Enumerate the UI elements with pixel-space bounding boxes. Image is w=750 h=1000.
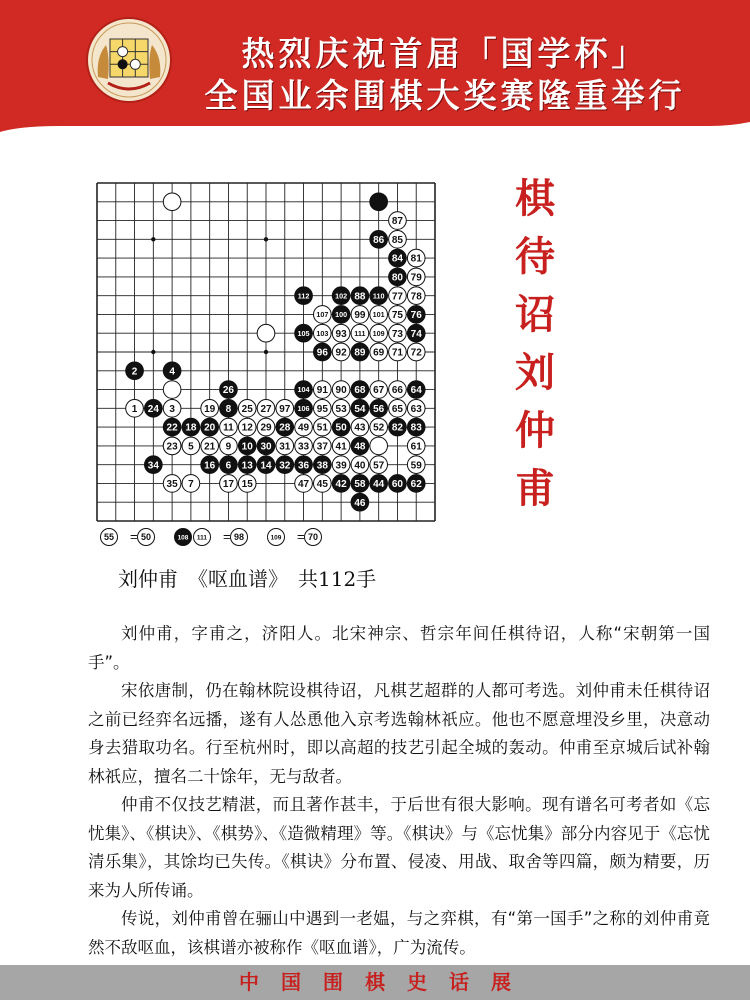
black-stone	[201, 456, 219, 474]
move-number: 64	[410, 385, 422, 397]
black-stone	[332, 418, 350, 436]
move-number: 14	[260, 460, 272, 472]
move-number: 69	[373, 347, 385, 359]
move-number: 3	[169, 403, 175, 415]
move-number: 24	[147, 403, 159, 415]
move-number: 80	[391, 272, 404, 284]
black-stone	[407, 475, 425, 493]
black-stone	[182, 418, 200, 436]
white-stone	[238, 400, 256, 418]
game-caption	[118, 563, 386, 592]
white-stone	[370, 418, 388, 436]
move-number: 61	[410, 441, 422, 453]
white-stone	[138, 529, 155, 546]
white-stone	[238, 475, 256, 493]
move-number: 54	[354, 403, 366, 415]
white-stone	[407, 268, 425, 286]
move-number: 21	[204, 441, 216, 453]
move-number: 40	[354, 460, 366, 472]
white-stone	[351, 306, 369, 324]
black-stone	[220, 456, 238, 474]
move-number: 112	[297, 291, 310, 301]
black-stone	[332, 475, 350, 493]
move-number: 111	[196, 534, 208, 542]
white-stone	[332, 324, 350, 342]
move-number: 79	[410, 272, 422, 284]
equals-sign: =	[223, 529, 231, 544]
white-stone	[314, 306, 332, 324]
move-number: 102	[335, 291, 348, 301]
paragraph: 刘仲甫，字甫之，济阳人。北宋神宗、哲宗年间任棋待诏，人称“宋朝第一国手”。	[88, 624, 710, 672]
black-stone	[145, 456, 163, 474]
move-number: 41	[335, 441, 347, 453]
move-number: 86	[373, 234, 385, 246]
black-stone	[314, 343, 332, 361]
move-number: 99	[354, 310, 366, 322]
move-number: 71	[391, 347, 404, 359]
black-stone	[351, 493, 369, 511]
move-number: 48	[354, 441, 366, 453]
vertical-title-char: 诏	[515, 291, 555, 338]
move-number: 62	[410, 479, 422, 491]
white-stone	[389, 400, 407, 418]
white-stone	[314, 324, 332, 342]
move-number: 19	[204, 403, 216, 415]
white-stone	[351, 418, 369, 436]
move-number: 104	[297, 385, 310, 395]
white-stone	[389, 287, 407, 305]
black-stone	[370, 193, 388, 211]
move-equivalence-note	[100, 526, 400, 548]
move-number: 5	[188, 441, 194, 453]
move-number: 81	[410, 253, 422, 265]
black-stone	[351, 437, 369, 455]
move-number: 60	[391, 479, 404, 491]
header-banner	[0, 0, 750, 138]
move-number: 35	[166, 479, 178, 491]
black-stone	[257, 437, 275, 455]
white-stone	[295, 475, 313, 493]
move-number: 57	[373, 460, 385, 472]
black-stone	[295, 324, 313, 342]
black-stone	[295, 400, 313, 418]
move-number: 89	[354, 347, 366, 359]
move-number: 32	[279, 460, 291, 472]
move-number: 87	[391, 216, 404, 228]
move-number: 93	[335, 328, 347, 340]
white-stone	[389, 306, 407, 324]
black-stone	[351, 381, 369, 399]
move-number: 10	[241, 441, 253, 453]
white-stone	[407, 249, 425, 267]
move-number: 45	[316, 479, 328, 491]
black-stone	[407, 418, 425, 436]
vertical-title-char: 待	[515, 233, 555, 280]
banner-headline-1: 热烈庆祝首届「国学杯」	[241, 34, 649, 73]
vertical-title-char: 刘	[515, 349, 555, 396]
black-stone	[220, 400, 238, 418]
banner-headline-2: 全国业余围棋大奖赛隆重举行	[204, 76, 686, 115]
move-number: 70	[307, 532, 319, 543]
white-stone	[163, 381, 181, 399]
biography-text	[88, 620, 710, 962]
black-stone	[351, 475, 369, 493]
black-stone	[370, 475, 388, 493]
move-number: 20	[204, 422, 216, 434]
black-stone	[257, 456, 275, 474]
move-count: 共112手	[298, 567, 377, 591]
move-number: 97	[279, 403, 291, 415]
move-number: 56	[373, 403, 385, 415]
move-number: 16	[204, 460, 216, 472]
move-number: 31	[279, 441, 291, 453]
white-stone	[257, 324, 275, 342]
move-number: 98	[233, 532, 245, 543]
white-stone	[101, 529, 118, 546]
white-stone	[389, 212, 407, 230]
move-number: 78	[410, 291, 422, 303]
white-stone	[220, 418, 238, 436]
move-number: 22	[166, 422, 178, 434]
move-number: 30	[260, 441, 272, 453]
paragraph: 仲甫不仅技艺精湛，而且著作甚丰，于后世有很大影响。现有谱名可考者如《忘忧集》、《棋诀》、《棋势》、《造微精理》等。《棋诀》与《忘忧集》部分内容见于《忘忧清乐集》，其馀均已失传。《棋诀》分布置、侵凌、用战、取舍等四篇，颇为精要，历来为人所传诵。	[88, 795, 710, 900]
white-stone	[351, 324, 369, 342]
move-number: 67	[373, 385, 385, 397]
white-stone	[407, 437, 425, 455]
move-number: 28	[279, 422, 291, 434]
black-stone	[332, 287, 350, 305]
move-number: 6	[225, 460, 232, 472]
white-stone	[295, 437, 313, 455]
move-number: 17	[222, 479, 235, 491]
move-number: 2	[131, 366, 138, 378]
player-name: 刘仲甫	[118, 567, 178, 591]
white-stone	[276, 437, 294, 455]
star-point	[151, 350, 155, 354]
black-stone	[276, 456, 294, 474]
white-stone	[332, 456, 350, 474]
white-stone	[163, 400, 181, 418]
equals-sign: =	[130, 529, 138, 544]
black-stone	[351, 343, 369, 361]
black-stone	[389, 249, 407, 267]
black-stone	[276, 418, 294, 436]
white-stone	[314, 418, 332, 436]
move-number: 107	[316, 310, 329, 320]
white-stone	[182, 437, 200, 455]
white-stone	[163, 437, 181, 455]
move-number: 18	[185, 422, 197, 434]
white-stone	[257, 400, 275, 418]
move-number: 59	[410, 460, 422, 472]
move-number: 44	[373, 479, 385, 491]
equals-sign: =	[297, 529, 305, 544]
paragraph: 传说，刘仲甫曾在骊山中遇到一老媪，与之弈棋，有“第一国手”之称的刘仲甫竟然不敌呕血，该棋谱亦被称作《呕血谱》，广为流传。	[88, 909, 710, 957]
move-number: 96	[316, 347, 328, 359]
move-number: 103	[316, 328, 329, 338]
go-board-diagram	[96, 182, 436, 522]
black-stone	[126, 362, 144, 380]
black-stone	[389, 268, 407, 286]
black-stone	[389, 475, 407, 493]
move-number: 43	[354, 422, 366, 434]
move-number: 39	[335, 460, 347, 472]
move-number: 38	[316, 460, 328, 472]
move-number: 82	[391, 422, 404, 434]
move-number: 77	[391, 291, 404, 303]
footer-bar	[0, 965, 750, 1000]
black-stone	[351, 287, 369, 305]
white-stone	[163, 475, 181, 493]
move-number: 106	[297, 403, 310, 413]
white-stone	[268, 529, 285, 546]
white-stone	[163, 193, 181, 211]
white-stone	[332, 381, 350, 399]
white-stone	[314, 381, 332, 399]
move-number: 91	[316, 385, 328, 397]
white-stone	[370, 456, 388, 474]
white-stone	[201, 400, 219, 418]
white-stone	[126, 400, 144, 418]
move-number: 52	[373, 422, 385, 434]
white-stone	[238, 418, 256, 436]
white-stone	[305, 529, 322, 546]
black-stone	[407, 306, 425, 324]
white-stone	[194, 529, 211, 546]
move-number: 11	[223, 422, 234, 434]
move-number: 66	[391, 385, 404, 397]
star-point	[151, 237, 155, 241]
move-number: 108	[177, 534, 189, 542]
white-stone	[370, 324, 388, 342]
move-number: 85	[391, 234, 404, 246]
white-stone	[314, 475, 332, 493]
move-number: 12	[241, 422, 253, 434]
white-stone	[332, 437, 350, 455]
black-stone	[145, 400, 163, 418]
black-stone	[407, 324, 425, 342]
white-stone	[220, 475, 238, 493]
move-number: 109	[372, 328, 385, 338]
black-stone	[332, 306, 350, 324]
white-stone	[182, 475, 200, 493]
white-stone	[257, 418, 275, 436]
black-stone	[201, 418, 219, 436]
move-number: 73	[391, 328, 404, 340]
move-number: 25	[241, 403, 253, 415]
move-number: 49	[297, 422, 310, 434]
move-number: 63	[410, 403, 422, 415]
paragraph: 宋依唐制，仍在翰林院设棋待诏，凡棋艺超群的人都可考选。刘仲甫未任棋待诏之前已经弈名远播，遂有人怂恿他入京考选翰林祇应。他也不愿意埋没乡里，决意动身去猎取功名。行至杭州时，即以高超的技艺引起全城的轰动。仲甫至京城后试补翰林祇应，擅名二十馀年，无与敌者。	[88, 681, 710, 786]
move-number: 26	[222, 385, 235, 397]
black-stone	[370, 400, 388, 418]
white-stone	[407, 400, 425, 418]
move-number: 109	[270, 534, 282, 542]
move-number: 100	[335, 310, 348, 320]
move-number: 65	[391, 403, 404, 415]
move-number: 42	[335, 479, 347, 491]
move-number: 105	[297, 328, 310, 338]
move-number: 51	[316, 422, 328, 434]
white-stone	[314, 437, 332, 455]
white-stone	[407, 343, 425, 361]
move-number: 29	[260, 422, 272, 434]
white-stone	[276, 400, 294, 418]
black-stone	[370, 287, 388, 305]
white-stone	[407, 287, 425, 305]
black-stone	[389, 418, 407, 436]
move-number: 50	[335, 422, 347, 434]
white-stone	[231, 529, 248, 546]
move-number: 83	[410, 422, 422, 434]
white-stone	[370, 306, 388, 324]
white-stone	[370, 343, 388, 361]
move-number: 88	[354, 291, 366, 303]
move-number: 34	[147, 460, 159, 472]
move-number: 55	[103, 532, 115, 543]
move-number: 33	[297, 441, 310, 453]
move-number: 95	[316, 403, 328, 415]
white-stone	[351, 456, 369, 474]
black-stone	[163, 418, 181, 436]
move-number: 72	[410, 347, 422, 359]
move-number: 74	[410, 328, 422, 340]
star-point	[264, 237, 268, 241]
white-stone	[295, 418, 313, 436]
black-stone	[295, 456, 313, 474]
move-number: 75	[391, 310, 404, 322]
white-stone	[314, 400, 332, 418]
move-number: 47	[297, 479, 310, 491]
move-number: 13	[241, 460, 253, 472]
move-number: 58	[354, 479, 366, 491]
white-stone	[332, 400, 350, 418]
move-number: 7	[188, 479, 194, 491]
move-number: 4	[169, 366, 175, 378]
vertical-title-char: 棋	[515, 175, 555, 222]
move-number: 101	[372, 310, 385, 320]
white-stone	[332, 343, 350, 361]
move-number: 46	[354, 497, 366, 509]
move-number: 37	[316, 441, 328, 453]
black-stone	[351, 400, 369, 418]
black-stone	[370, 231, 388, 249]
move-number: 8	[225, 403, 232, 415]
white-stone	[389, 231, 407, 249]
black-stone	[220, 381, 238, 399]
move-number: 50	[140, 532, 152, 543]
black-stone	[407, 381, 425, 399]
white-stone	[407, 456, 425, 474]
white-stone	[370, 437, 388, 455]
move-number: 68	[354, 385, 366, 397]
black-stone	[238, 437, 256, 455]
move-number: 84	[391, 253, 404, 265]
move-number: 90	[335, 385, 347, 397]
exhibition-title: 中国围棋史话展	[239, 970, 533, 994]
move-number: 110	[372, 291, 385, 301]
black-stone	[314, 456, 332, 474]
record-title: 《呕血谱》	[188, 567, 288, 591]
white-stone	[201, 437, 219, 455]
vertical-title	[505, 170, 565, 518]
move-number: 1	[131, 403, 138, 415]
move-number: 92	[335, 347, 347, 359]
white-stone	[370, 381, 388, 399]
white-stone	[389, 343, 407, 361]
move-number: 36	[297, 460, 310, 472]
black-stone	[175, 529, 192, 546]
move-number: 27	[260, 403, 272, 415]
move-number: 23	[166, 441, 178, 453]
move-number: 15	[241, 479, 253, 491]
black-stone	[295, 287, 313, 305]
move-number: 76	[410, 310, 422, 322]
move-number: 53	[335, 403, 347, 415]
move-number: 9	[225, 441, 232, 453]
white-stone	[220, 437, 238, 455]
black-stone	[163, 362, 181, 380]
black-stone	[238, 456, 256, 474]
black-stone	[295, 381, 313, 399]
star-point	[264, 350, 268, 354]
white-stone	[389, 381, 407, 399]
white-stone	[389, 324, 407, 342]
vertical-title-char: 甫	[515, 465, 555, 512]
move-number: 111	[354, 328, 366, 338]
vertical-title-char: 仲	[515, 407, 555, 454]
